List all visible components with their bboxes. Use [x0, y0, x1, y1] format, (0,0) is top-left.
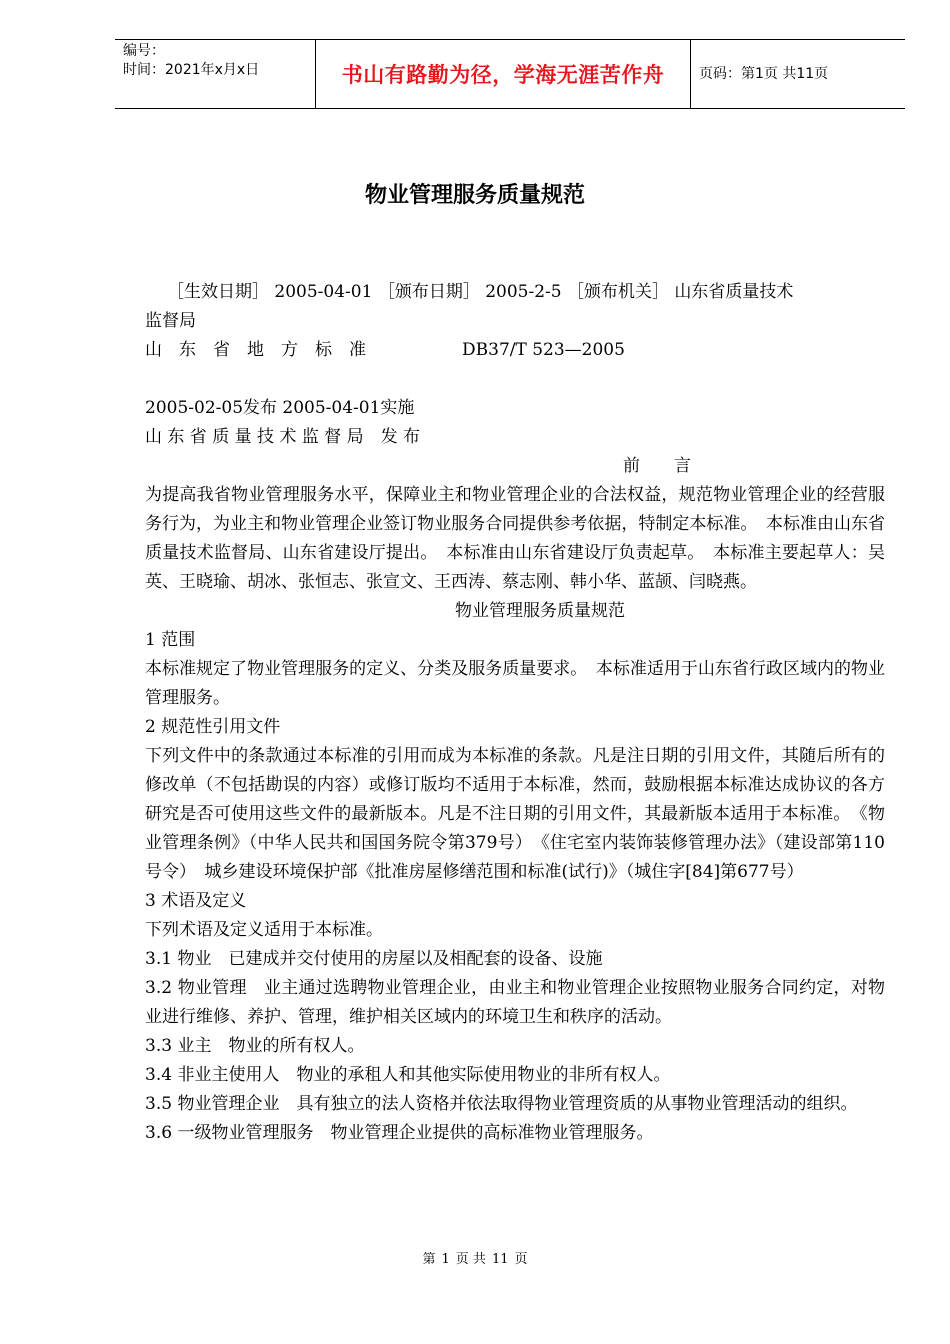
meta-standard-line: [145, 336, 885, 365]
issue-block: [145, 394, 885, 1148]
number-label: 编号：: [123, 43, 165, 59]
header-info-cell: [115, 40, 315, 108]
document-header: [115, 39, 905, 109]
standard-code: DB37/T 523—2005: [462, 340, 625, 360]
term-3-5: 3.5 物业管理企业 具有独立的法人资格并依法取得物业管理资质的从事物业管理活动的组织。: [145, 1094, 858, 1114]
preface-heading: 前 言: [623, 456, 691, 476]
section-3-heading: 3 术语及定义: [145, 891, 247, 911]
meta-authority-line: 监督局: [145, 311, 196, 331]
time-label: 时间：2021年x月x日: [123, 62, 260, 78]
preface-text: 为提高我省物业管理服务水平，保障业主和物业管理企业的合法权益，规范物业管理企业的经营服务行为，为业主和物业管理企业签订物业服务合同提供参考依据，特制定本标准。 本标准由山东省质量技术监督局、山东省建设厅提出。 本标准由山东省建设厅负责起草。 本标准主要起草人：吴英、王晓瑜、胡冰、张恒志、张宣文、王西涛、蔡志刚、韩小华、蓝颉、闫晓燕。: [145, 485, 885, 592]
motto: 书山有路勤为径，学海无涯苦作舟: [341, 63, 665, 87]
page-info: 页码：第1页 共11页: [699, 66, 829, 82]
footer-suffix: 页: [514, 1252, 528, 1267]
term-3-3: 3.3 业主 物业的所有权人。: [145, 1036, 365, 1056]
term-3-6: 3.6 一级物业管理服务 物业管理企业提供的高标准物业管理服务。: [145, 1123, 654, 1143]
section-1-text: 本标准规定了物业管理服务的定义、分类及服务质量要求。 本标准适用于山东省行政区域内的物业管理服务。: [145, 659, 885, 708]
section-subtitle: 物业管理服务质量规范: [455, 601, 625, 621]
header-page-cell: [691, 40, 905, 108]
section-2-text: 下列文件中的条款通过本标准的引用而成为本标准的条款。凡是注日期的引用文件，其随后所有的修改单（不包括勘误的内容）或修订版均不适用于本标准，然而，鼓励根据本标准达成协议的各方研究是否可使用这些文件的最新版本。凡是不注日期的引用文件，其最新版本适用于本标准。 《物业管理条例》（中华人民共和国国务院令第379号） 《住宅室内装饰装修管理办法》（建设部第110号令） 城乡建设环境保护部《批准房屋修缮范围和标准(试行)》（城住字[84]第677号）: [145, 746, 885, 882]
section-3-intro: 下列术语及定义适用于本标准。: [145, 920, 383, 940]
footer-total-pages: 11: [491, 1252, 509, 1267]
header-motto-cell: [315, 40, 691, 108]
meta-block: [145, 278, 885, 365]
issuer-line: 山 东 省 质 量 技 术 监 督 局 发 布: [145, 427, 421, 447]
footer-prefix: 第: [422, 1252, 436, 1267]
section-1-heading: 1 范围: [145, 630, 196, 650]
page-title: 物业管理服务质量规范: [364, 183, 585, 208]
term-3-1: 3.1 物业 已建成并交付使用的房屋以及相配套的设备、设施: [145, 949, 603, 969]
issue-dates-line: 2005-02-05发布 2005-04-01实施: [145, 398, 415, 418]
footer-page-number: 1: [441, 1252, 450, 1267]
standard-type: 山 东 省 地 方 标 准: [145, 340, 366, 360]
page-footer: [0, 1248, 950, 1267]
meta-dates-line: ［生效日期］ 2005-04-01 ［颁布日期］ 2005-2-5 ［颁布机关］ 山东省质量技术: [167, 282, 794, 302]
section-2-heading: 2 规范性引用文件: [145, 717, 281, 737]
term-3-4: 3.4 非业主使用人 物业的承租人和其他实际使用物业的非所有权人。: [145, 1065, 671, 1085]
term-3-2: 3.2 物业管理 业主通过选聘物业管理企业，由业主和物业管理企业按照物业服务合同约定，对物业进行维修、养护、管理，维护相关区域内的环境卫生和秩序的活动。: [145, 978, 885, 1027]
footer-middle: 页 共: [455, 1252, 486, 1267]
